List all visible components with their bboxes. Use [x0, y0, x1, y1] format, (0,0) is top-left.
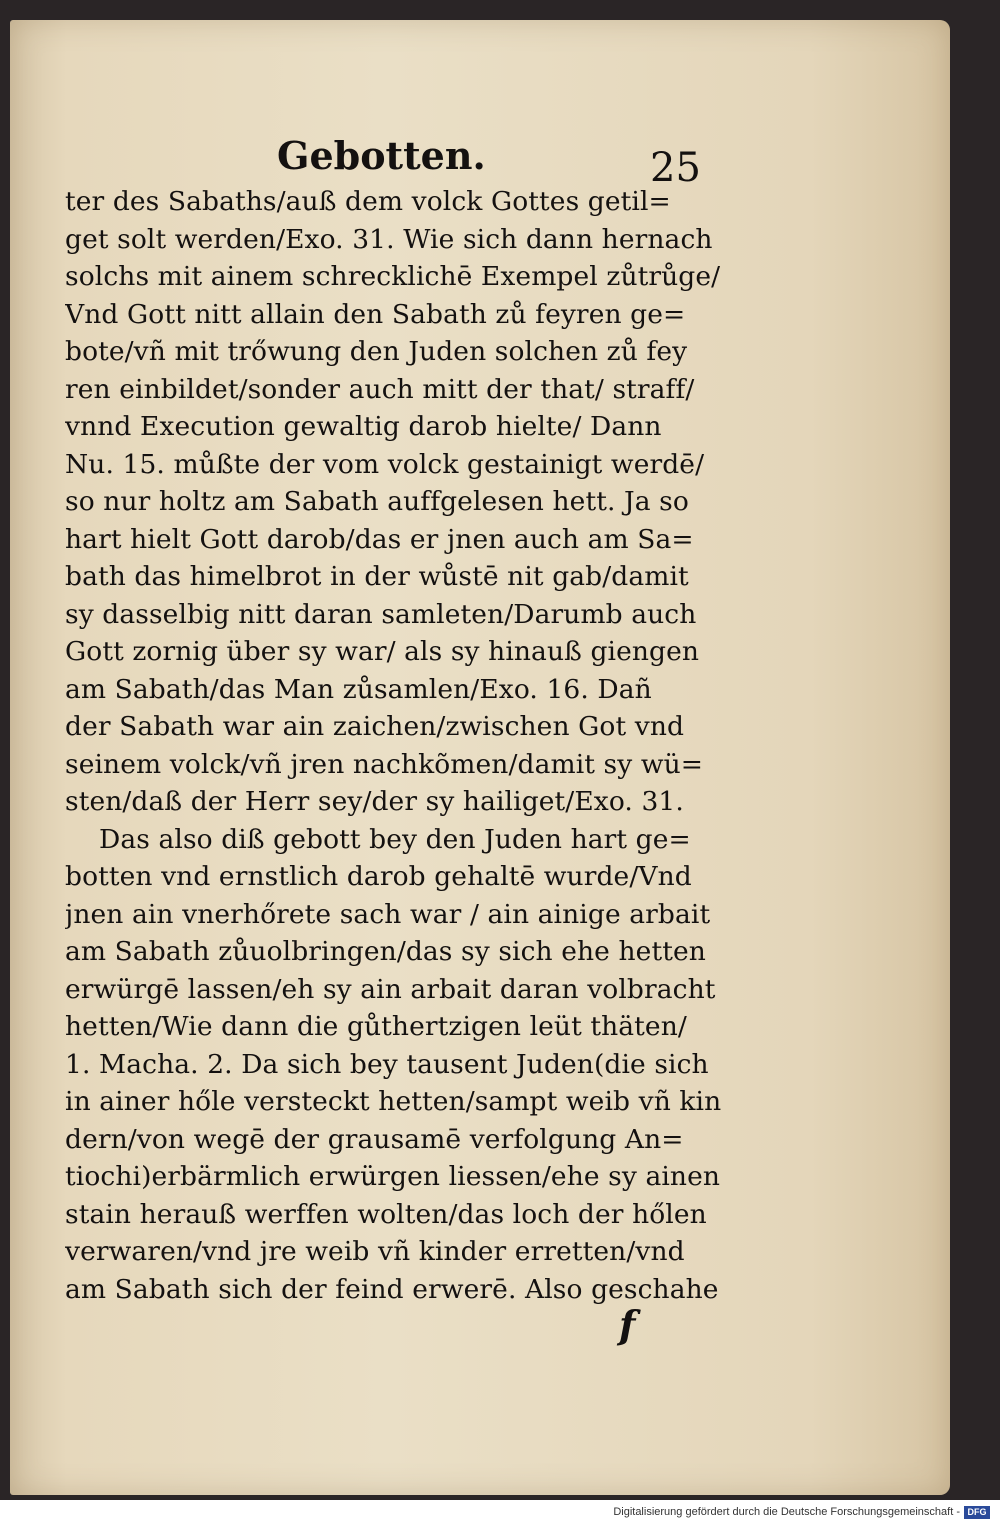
text-line: Nu. 15. můßte der vom volck gestainigt werdē/	[65, 448, 705, 480]
funding-text: Digitalisierung gefördert durch die Deutsche Forschungsgemeinschaft -	[613, 1506, 960, 1518]
text-body	[65, 183, 745, 1308]
text-line: erwürgē lassen/eh sy ain arbait daran volbracht	[65, 973, 716, 1005]
text-line: sten/daß der Herr sey/der sy hailiget/Exo. 31.	[65, 786, 684, 817]
book-page	[10, 20, 950, 1495]
text-line: jnen ain vnerhőrete sach war / ain ainige arbait	[65, 898, 711, 930]
text-line: seinem volck/vñ jren nachkõmen/damit sy wü=	[65, 748, 704, 780]
text-line: ren einbildet/sonder auch mitt der that/ straff/	[65, 373, 695, 405]
text-line: tiochi)erbärmlich erwürgen liessen/ehe sy ainen	[65, 1161, 721, 1192]
header-title: Gebotten.	[277, 133, 486, 178]
text-line: verwaren/vnd jre weib vñ kinder erretten/vnd	[65, 1236, 685, 1267]
text-line: so nur holtz am Sabath auffgelesen hett. Ja so	[65, 486, 689, 517]
text-line: bath das himelbrot in der wůstē nit gab/damit	[65, 561, 689, 592]
text-line: get solt werden/Exo. 31. Wie sich dann hernach	[65, 223, 713, 255]
text-line: solchs mit ainem schrecklichē Exempel zůtrůge/	[65, 261, 721, 292]
text-line: hart hielt Gott darob/das er jnen auch am Sa=	[65, 523, 694, 555]
text-line: am Sabath sich der feind erwerē. Also geschahe	[65, 1273, 719, 1305]
dfg-logo-icon[interactable]: DFG	[964, 1506, 990, 1519]
text-line: 1. Macha. 2. Da sich bey tausent Juden(die sich	[65, 1048, 709, 1080]
text-line: hetten/Wie dann die gůthertzigen leüt thäten/	[65, 1011, 687, 1042]
text-line: ter des Sabaths/auß dem volck Gottes getil=	[65, 186, 671, 217]
text-line: Vnd Gott nitt allain den Sabath zů feyren ge=	[65, 298, 686, 330]
funding-footer	[0, 1503, 1000, 1523]
text-line: am Sabath zůuolbringen/das sy sich ehe hetten	[65, 936, 706, 967]
text-line: sy dasselbig nitt daran samleten/Darumb auch	[65, 598, 697, 630]
text-line: Das also diß gebott bey den Juden hart ge=	[99, 823, 691, 855]
page-number: 25	[650, 145, 701, 191]
text-line: am Sabath/das Man zůsamlen/Exo. 16. Dañ	[65, 673, 652, 705]
running-head	[65, 125, 745, 191]
page-content	[65, 125, 745, 1347]
text-line: vnnd Execution gewaltig darob hielte/ Dann	[65, 411, 662, 442]
signature-mark: f	[619, 1302, 636, 1347]
text-line: dern/von wegē der grausamē verfolgung An=	[65, 1123, 684, 1155]
text-line: der Sabath war ain zaichen/zwischen Got vnd	[65, 711, 685, 742]
text-line: in ainer hőle versteckt hetten/sampt weib vñ kin	[65, 1086, 722, 1117]
text-line: bote/vñ mit trőwung den Juden solchen zů fey	[65, 336, 688, 367]
text-line: Gott zornig über sy war/ als sy hinauß giengen	[65, 636, 700, 667]
text-line: stain herauß werffen wolten/das loch der hőlen	[65, 1198, 707, 1230]
text-line: botten vnd ernstlich darob gehaltē wurde/Vnd	[65, 861, 692, 892]
